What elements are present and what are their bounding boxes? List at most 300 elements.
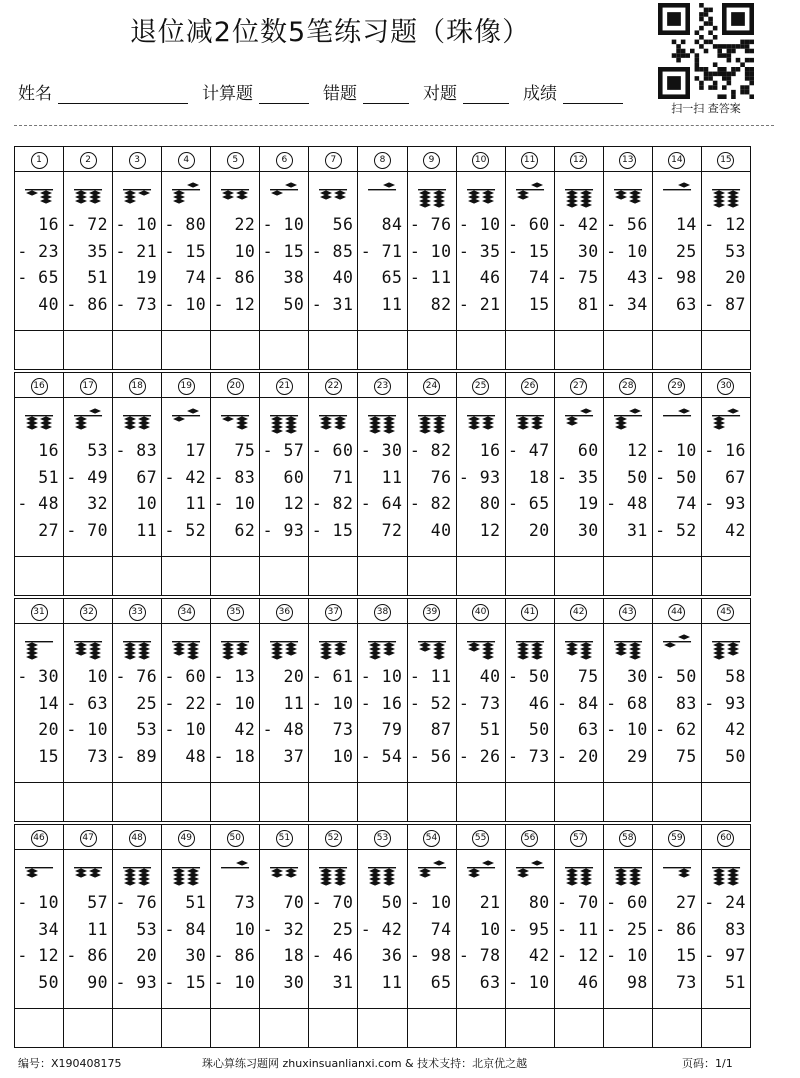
problem-value: 31 <box>626 520 648 540</box>
problem-value: 63 <box>676 294 697 314</box>
problem-number: 44 <box>668 604 685 621</box>
problem-value: - 35 <box>458 241 501 261</box>
problem-value: - 31 <box>311 294 354 314</box>
problem-number-cell <box>652 373 701 398</box>
problem-cell <box>358 172 407 331</box>
answer-cell[interactable] <box>603 1009 652 1048</box>
field-input-line[interactable] <box>259 81 309 104</box>
problem-cell <box>309 398 358 557</box>
problem-number-cell <box>407 825 456 850</box>
problem-number-cell <box>309 147 358 172</box>
answer-cell[interactable] <box>652 783 701 822</box>
problem-cell <box>211 398 260 557</box>
problem-value: 16 <box>38 215 60 234</box>
problem-value: - 10 <box>606 720 648 739</box>
problem-block <box>14 824 751 1048</box>
answer-cell[interactable] <box>456 331 505 370</box>
field-label: 姓名 <box>18 84 52 104</box>
field-input-line[interactable] <box>563 81 623 104</box>
abacus-icon <box>506 632 554 660</box>
problem-cell <box>456 850 505 1009</box>
answer-cell[interactable] <box>358 331 407 370</box>
qr-label: 扫一扫 查答案 <box>671 102 741 115</box>
answer-cell[interactable] <box>211 783 260 822</box>
problem-number-cell <box>652 147 701 172</box>
problem-value: - 48 <box>606 494 648 513</box>
problem-value: 57 <box>87 893 109 912</box>
problem-cell <box>456 398 505 557</box>
abacus-icon <box>15 632 63 660</box>
problem-value: - 86 <box>213 268 256 287</box>
answer-cell[interactable] <box>113 557 162 596</box>
problem-number-cell <box>456 825 505 850</box>
answer-cell[interactable] <box>309 783 358 822</box>
abacus-icon <box>113 858 161 886</box>
answer-cell[interactable] <box>260 1009 309 1048</box>
problem-number: 45 <box>717 604 734 621</box>
problem-cell <box>505 624 554 783</box>
problem-value: 29 <box>626 746 648 766</box>
field-input-line[interactable] <box>58 81 188 104</box>
problem-number-cell <box>113 599 162 624</box>
problem-value: 22 <box>234 215 256 234</box>
problem-value: - 60 <box>507 215 550 234</box>
abacus-icon <box>15 406 63 434</box>
problem-number-cell <box>701 599 750 624</box>
abacus-icon <box>555 406 603 434</box>
answer-cell[interactable] <box>407 557 456 596</box>
problem-value: 10 <box>136 494 158 513</box>
answer-cell[interactable] <box>456 557 505 596</box>
answer-cell[interactable] <box>162 783 211 822</box>
answer-cell[interactable] <box>456 783 505 822</box>
problem-cell <box>554 172 603 331</box>
problem-number-cell <box>603 599 652 624</box>
problem-cell <box>603 850 652 1009</box>
answer-cell[interactable] <box>358 1009 407 1048</box>
answer-cell[interactable] <box>554 1009 603 1048</box>
problem-value: 11 <box>185 494 207 513</box>
footer-page: 页码：1/1 <box>682 1057 733 1070</box>
problem-number-cell <box>162 373 211 398</box>
answer-cell[interactable] <box>309 557 358 596</box>
problem-value: 73 <box>87 746 109 766</box>
answer-cell[interactable] <box>407 331 456 370</box>
answer-cell[interactable] <box>554 557 603 596</box>
answer-cell[interactable] <box>64 783 113 822</box>
answer-cell[interactable] <box>15 557 64 596</box>
field-input-line[interactable] <box>463 81 509 104</box>
problem-cell <box>652 172 701 331</box>
problem-number-cell <box>505 825 554 850</box>
problem-value: 53 <box>136 720 158 739</box>
problem-number: 15 <box>717 152 734 169</box>
problem-value: 67 <box>136 467 158 487</box>
problem-number-cell <box>260 147 309 172</box>
problem-number-cell <box>358 147 407 172</box>
answer-cell[interactable] <box>407 783 456 822</box>
problem-value: 60 <box>577 441 599 460</box>
problem-value: 75 <box>234 441 256 460</box>
problem-cell <box>603 172 652 331</box>
problem-number: 19 <box>178 378 195 395</box>
problem-value: - 56 <box>606 215 648 234</box>
answer-cell[interactable] <box>162 557 211 596</box>
problem-value: 73 <box>332 720 354 739</box>
problem-value: 82 <box>430 294 452 314</box>
problem-number-cell <box>407 599 456 624</box>
abacus-icon <box>211 858 259 886</box>
problem-value: 16 <box>38 441 60 460</box>
problem-value: 36 <box>381 946 403 965</box>
abacus-icon <box>408 632 456 660</box>
problem-number-cell <box>407 373 456 398</box>
answer-cell[interactable] <box>358 557 407 596</box>
problem-value: 34 <box>38 919 60 939</box>
problem-number: 54 <box>423 830 440 847</box>
problem-value: - 12 <box>17 946 60 965</box>
problem-value: - 71 <box>360 241 403 261</box>
problem-number-cell <box>701 147 750 172</box>
problem-number: 22 <box>325 378 342 395</box>
problem-number: 41 <box>521 604 538 621</box>
problem-value: - 26 <box>458 746 501 766</box>
abacus-icon <box>211 406 259 434</box>
answer-cell[interactable] <box>652 1009 701 1048</box>
problem-value: - 73 <box>458 693 501 713</box>
problem-cell <box>64 398 113 557</box>
answer-cell[interactable] <box>505 1009 554 1048</box>
problem-cell <box>64 850 113 1009</box>
abacus-icon <box>113 406 161 434</box>
problem-value: 19 <box>136 268 158 287</box>
problem-value: - 46 <box>311 946 354 965</box>
answer-cell[interactable] <box>113 1009 162 1048</box>
problem-number: 30 <box>717 378 734 395</box>
problem-value: 73 <box>676 972 697 992</box>
answer-cell[interactable] <box>505 783 554 822</box>
problem-value: 12 <box>283 494 305 513</box>
answer-cell[interactable] <box>603 783 652 822</box>
abacus-icon <box>162 632 210 660</box>
problem-value: 53 <box>87 441 109 460</box>
problem-number: 31 <box>31 604 48 621</box>
answer-cell[interactable] <box>113 331 162 370</box>
problem-number: 21 <box>276 378 293 395</box>
problem-value: - 10 <box>507 972 550 992</box>
answer-cell[interactable] <box>309 331 358 370</box>
problem-value: - 82 <box>409 441 452 460</box>
problem-number: 16 <box>31 378 48 395</box>
problem-number: 12 <box>570 152 587 169</box>
problem-value: - 11 <box>409 268 452 287</box>
problem-number: 51 <box>276 830 293 847</box>
answer-cell[interactable] <box>701 331 750 370</box>
abacus-icon <box>15 180 63 208</box>
problem-value: - 50 <box>655 667 697 686</box>
problem-number: 14 <box>668 152 685 169</box>
problem-value: 25 <box>136 693 158 713</box>
answer-cell[interactable] <box>260 783 309 822</box>
problem-number-cell <box>309 373 358 398</box>
problem-number-cell <box>554 599 603 624</box>
problem-number: 24 <box>423 378 440 395</box>
problem-value: - 80 <box>164 215 207 234</box>
problem-number-cell <box>260 825 309 850</box>
field-input-line[interactable] <box>363 81 409 104</box>
problem-cell <box>505 398 554 557</box>
problem-value: 60 <box>283 467 305 487</box>
field-label: 错题 <box>323 84 357 104</box>
problem-cell <box>260 172 309 331</box>
info-fields <box>18 74 637 104</box>
problem-value: 80 <box>528 893 550 912</box>
problem-value: - 10 <box>213 972 256 992</box>
answer-cell[interactable] <box>701 783 750 822</box>
problem-value: - 93 <box>262 520 305 540</box>
problem-value: 48 <box>185 746 207 766</box>
problem-number: 56 <box>521 830 538 847</box>
answer-cell[interactable] <box>701 557 750 596</box>
field-label: 对题 <box>423 84 457 104</box>
problem-value: - 15 <box>262 241 305 261</box>
problem-value: 27 <box>38 520 60 540</box>
problem-value: 43 <box>626 268 648 287</box>
answer-cell[interactable] <box>505 331 554 370</box>
problem-number-cell <box>64 825 113 850</box>
problem-value: - 61 <box>311 667 354 686</box>
problem-number-cell <box>603 147 652 172</box>
problem-value: 58 <box>725 667 746 686</box>
problem-number-cell <box>505 599 554 624</box>
problem-cell <box>260 850 309 1009</box>
answer-cell[interactable] <box>456 1009 505 1048</box>
answer-cell[interactable] <box>603 557 652 596</box>
problem-value: - 15 <box>507 241 550 261</box>
problem-cell <box>15 850 64 1009</box>
answer-cell[interactable] <box>162 1009 211 1048</box>
problem-cell <box>211 850 260 1009</box>
problem-value: 27 <box>676 893 697 912</box>
answer-cell[interactable] <box>309 1009 358 1048</box>
abacus-icon <box>506 180 554 208</box>
problem-value: - 16 <box>704 441 746 460</box>
problem-value: - 20 <box>557 746 599 766</box>
problem-value: - 50 <box>655 467 697 487</box>
problem-value: 12 <box>626 441 648 460</box>
answer-cell[interactable] <box>211 557 260 596</box>
problem-value: 79 <box>381 720 403 739</box>
problem-value: - 95 <box>507 919 550 939</box>
answer-cell[interactable] <box>211 331 260 370</box>
answer-cell[interactable] <box>505 557 554 596</box>
abacus-icon <box>506 406 554 434</box>
problem-number: 59 <box>668 830 685 847</box>
qr-code[interactable] <box>658 3 754 99</box>
answer-cell[interactable] <box>603 331 652 370</box>
answer-cell[interactable] <box>407 1009 456 1048</box>
problem-number: 38 <box>374 604 391 621</box>
problem-value: - 65 <box>17 268 60 287</box>
problem-value: - 84 <box>164 919 207 939</box>
problem-value: 30 <box>577 241 599 261</box>
problem-value: - 60 <box>606 893 648 912</box>
problem-value: 90 <box>87 972 109 992</box>
problem-number-cell <box>554 147 603 172</box>
problem-number-cell <box>64 599 113 624</box>
abacus-icon <box>653 180 701 208</box>
abacus-icon <box>64 858 112 886</box>
problem-value: - 25 <box>606 919 648 939</box>
problem-value: 18 <box>528 467 550 487</box>
page-title: 退位减2位数5笔练习题（珠像） <box>129 17 531 48</box>
problem-value: 10 <box>332 746 354 766</box>
problem-value: - 82 <box>409 494 452 513</box>
problem-value: - 56 <box>409 746 452 766</box>
problem-cell <box>358 850 407 1009</box>
problem-number-cell <box>603 825 652 850</box>
problem-value: - 82 <box>311 494 354 513</box>
problem-value: 10 <box>87 667 109 686</box>
problem-value: 51 <box>725 972 746 992</box>
problem-value: - 10 <box>66 720 109 739</box>
abacus-icon <box>211 180 259 208</box>
answer-cell[interactable] <box>554 783 603 822</box>
problem-number: 50 <box>227 830 244 847</box>
problem-number: 46 <box>31 830 48 847</box>
problem-number-cell <box>554 373 603 398</box>
problem-value: 74 <box>676 494 697 513</box>
abacus-icon <box>260 406 308 434</box>
problem-value: - 70 <box>66 520 109 540</box>
problem-cell <box>15 624 64 783</box>
problem-number: 47 <box>80 830 97 847</box>
problem-value: 98 <box>626 972 648 992</box>
problem-value: - 68 <box>606 693 648 713</box>
footer-code: 编号：X190408175 <box>18 1057 122 1070</box>
problem-value: - 57 <box>262 441 305 460</box>
problem-number: 25 <box>472 378 489 395</box>
problem-value: - 10 <box>606 946 648 965</box>
problem-value: - 84 <box>557 693 599 713</box>
problem-value: - 34 <box>606 294 648 314</box>
problem-cell <box>407 398 456 557</box>
abacus-icon <box>309 180 357 208</box>
problem-cell <box>64 172 113 331</box>
problem-number: 10 <box>472 152 489 169</box>
answer-cell[interactable] <box>64 1009 113 1048</box>
problem-cell <box>162 624 211 783</box>
abacus-icon <box>555 632 603 660</box>
problem-number: 36 <box>276 604 293 621</box>
problem-number: 39 <box>423 604 440 621</box>
problem-cell <box>260 624 309 783</box>
problem-value: - 72 <box>66 215 109 234</box>
problem-value: - 50 <box>507 667 550 686</box>
abacus-icon <box>702 406 750 434</box>
abacus-icon <box>211 632 259 660</box>
problem-number-cell <box>64 373 113 398</box>
problem-value: - 12 <box>704 215 746 234</box>
answer-cell[interactable] <box>260 331 309 370</box>
abacus-icon <box>358 632 406 660</box>
problem-value: 32 <box>87 494 109 513</box>
problem-value: - 87 <box>704 294 746 314</box>
problem-value: - 52 <box>409 693 452 713</box>
abacus-icon <box>604 632 652 660</box>
answer-cell[interactable] <box>64 331 113 370</box>
footer-site: 珠心算练习题网 zhuxinsuanlianxi.com & 技术支持：北京优之越 <box>202 1057 528 1070</box>
problem-cell <box>358 624 407 783</box>
problem-value: - 85 <box>311 241 354 261</box>
answer-cell[interactable] <box>554 331 603 370</box>
abacus-icon <box>604 858 652 886</box>
problem-value: - 60 <box>164 667 207 686</box>
problem-value: - 52 <box>655 520 697 540</box>
answer-cell[interactable] <box>15 783 64 822</box>
problem-value: 70 <box>283 893 305 912</box>
problem-value: 75 <box>676 746 697 766</box>
problem-value: - 42 <box>164 467 207 487</box>
answer-cell[interactable] <box>113 783 162 822</box>
problem-value: 80 <box>479 494 501 513</box>
answer-cell[interactable] <box>358 783 407 822</box>
problem-number-cell <box>15 373 64 398</box>
problem-value: - 13 <box>213 667 256 686</box>
answer-cell[interactable] <box>652 331 701 370</box>
problem-cell <box>701 850 750 1009</box>
abacus-icon <box>358 406 406 434</box>
problem-number-cell <box>15 825 64 850</box>
problem-value: - 47 <box>507 441 550 460</box>
problem-value: 75 <box>577 667 599 686</box>
problem-value: 30 <box>626 667 648 686</box>
answer-cell[interactable] <box>15 1009 64 1048</box>
problem-cell <box>456 624 505 783</box>
problem-value: 65 <box>430 972 452 992</box>
answer-cell[interactable] <box>15 331 64 370</box>
answer-cell[interactable] <box>652 557 701 596</box>
problem-cell <box>554 850 603 1009</box>
problem-value: 10 <box>234 241 256 261</box>
problem-cell <box>407 624 456 783</box>
problem-block <box>14 598 751 822</box>
problem-value: 76 <box>430 467 452 487</box>
problem-number: 4 <box>178 152 195 169</box>
problem-value: 50 <box>381 893 403 912</box>
problem-value: 11 <box>87 919 109 939</box>
problem-number: 34 <box>178 604 195 621</box>
problem-value: - 10 <box>409 893 452 912</box>
answer-cell[interactable] <box>162 331 211 370</box>
answer-cell[interactable] <box>64 557 113 596</box>
problem-value: - 54 <box>360 746 403 766</box>
abacus-icon <box>358 858 406 886</box>
problem-value: - 10 <box>409 241 452 261</box>
problem-number-cell <box>211 599 260 624</box>
problem-value: 21 <box>479 893 501 912</box>
answer-cell[interactable] <box>701 1009 750 1048</box>
answer-cell[interactable] <box>260 557 309 596</box>
problem-value: 46 <box>479 268 501 287</box>
problem-value: - 35 <box>557 467 599 487</box>
abacus-icon <box>555 858 603 886</box>
problem-cell <box>309 172 358 331</box>
problem-number: 42 <box>570 604 587 621</box>
answer-cell[interactable] <box>211 1009 260 1048</box>
problem-cell <box>113 398 162 557</box>
problem-number: 33 <box>129 604 146 621</box>
